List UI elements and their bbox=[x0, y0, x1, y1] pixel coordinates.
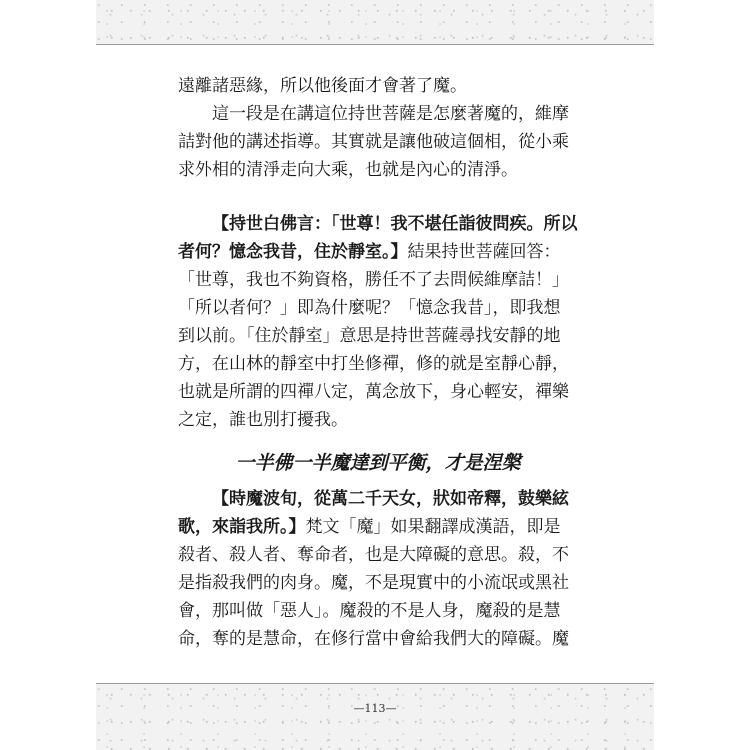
section-heading: 一半佛一半魔達到平衡，才是涅槃 bbox=[235, 452, 521, 474]
paragraph-2 bbox=[178, 100, 578, 184]
text-line: 這一段是在講這位持世菩薩是怎麼著魔的，維摩 bbox=[212, 104, 569, 124]
text-line: 詰對他的講述指導。其實就是讓他破這個相，從小乘 bbox=[178, 132, 569, 152]
paragraph-3 bbox=[178, 210, 578, 434]
text-line: 求外相的清淨走向大乘，也就是內心的清淨。 bbox=[178, 160, 518, 180]
text-line: 殺者、殺人者、奪命者，也是大障礙的意思。殺，不 bbox=[178, 545, 569, 565]
text-line: 方，在山林的靜室中打坐修禪，修的就是室靜心靜， bbox=[178, 354, 569, 374]
text-line: 會，那叫做「惡人」。魔殺的不是人身，魔殺的是慧 bbox=[178, 601, 561, 621]
text-fragment: 梵文「魔」如果翻譯成漢語，即是 bbox=[305, 517, 561, 537]
text-fragment: 結果持世菩薩回答： bbox=[407, 242, 561, 262]
text-line: 遠離諸惡緣，所以他後面才會著了魔。 bbox=[178, 76, 467, 96]
text-line bbox=[178, 238, 578, 266]
text-line: 是指殺我們的肉身。魔，不是現實中的小流氓或黑社 bbox=[178, 573, 569, 593]
text-line: 也就是所謂的四禪八定，萬念放下，身心輕安，禪樂 bbox=[178, 382, 569, 402]
sutra-quote-line: 【時魔波旬，從萬二千天女，狀如帝釋，鼓樂絃 bbox=[212, 489, 569, 509]
header-band bbox=[96, 0, 654, 45]
sutra-quote-line: 【持世白佛言：「世尊！我不堪任詣彼問疾。所以 bbox=[212, 214, 578, 234]
page-number: —113— bbox=[353, 702, 397, 715]
text-line: 命，奪的是慧命，在修行當中會給我們大的障礙。魔 bbox=[178, 629, 569, 649]
text-line: 「所以者何？」即為什麼呢？「憶念我昔」，即我想 bbox=[178, 298, 561, 318]
paragraph-4 bbox=[178, 485, 578, 653]
text-line: 「世尊，我也不夠資格，勝任不了去問候維摩詰！」 bbox=[178, 270, 569, 290]
text-line: 到以前。「住於靜室」意思是持世菩薩尋找安靜的地 bbox=[178, 326, 561, 346]
sutra-quote-fragment: 歌，來詣我所。】 bbox=[178, 517, 306, 537]
text-line: 之定，誰也別打擾我。 bbox=[178, 410, 348, 430]
footer-band bbox=[96, 683, 654, 750]
text-line bbox=[178, 513, 578, 541]
paragraph-1 bbox=[178, 72, 578, 100]
sutra-quote-fragment: 者何？憶念我昔，住於靜室。】 bbox=[178, 242, 408, 262]
